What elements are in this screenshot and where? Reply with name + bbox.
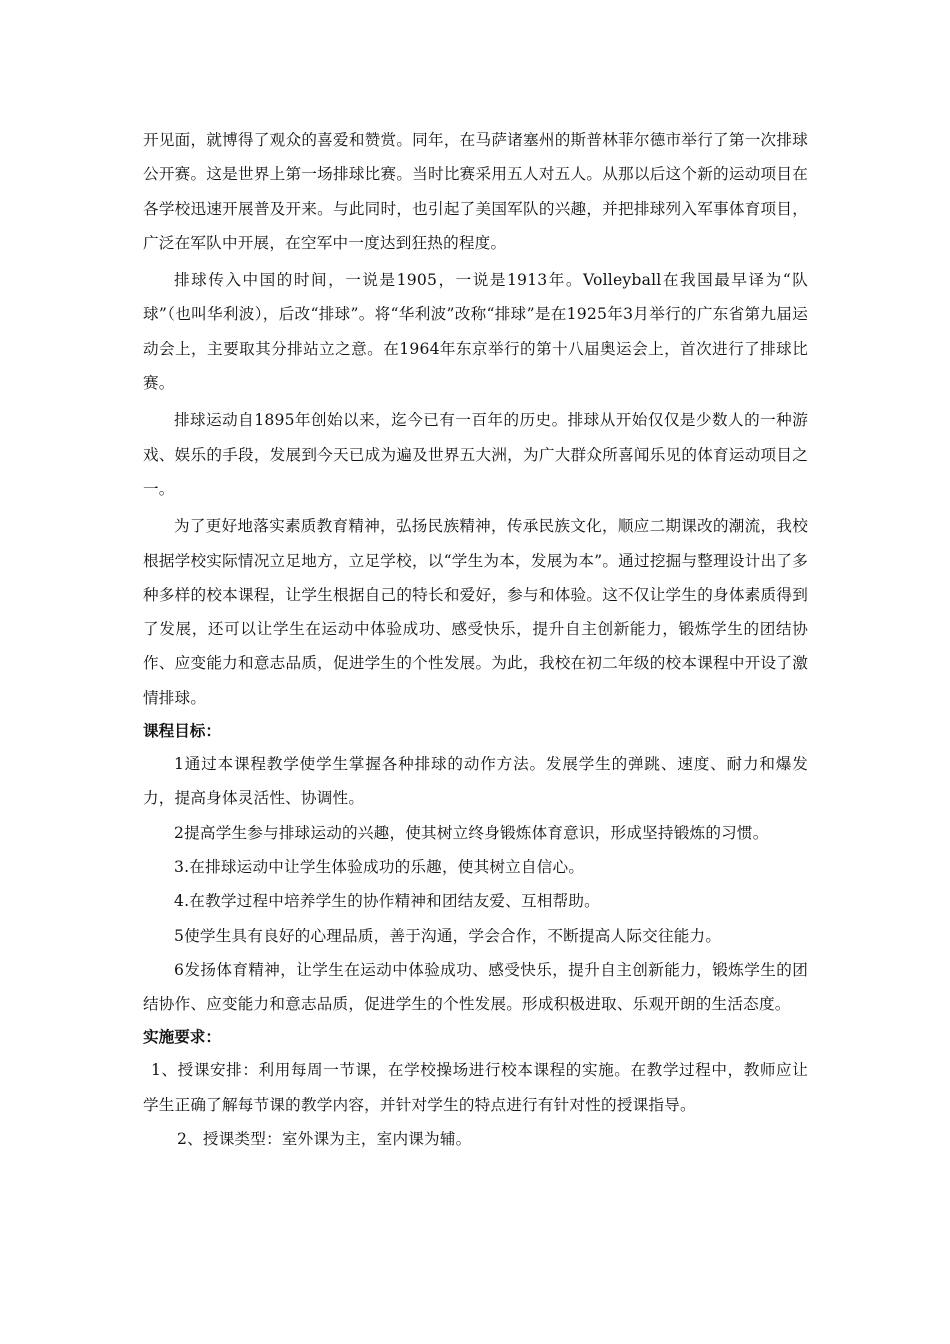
requirement-item-1: 1、授课安排：利用每周一节课，在学校操场进行校本课程的实施。在教学过程中，教师应让学生正确了解每节课的教学内容，并针对学生的特点进行有针对性的授课指导。: [143, 1061, 808, 1114]
requirement-item-2: 2、授课类型：室外课为主，室内课为辅。: [177, 1130, 472, 1149]
paragraph-volleyball-centennial: 排球运动自1895年创始以来，迄今已有一百年的历史。排球从开始仅仅是少数人的一种游戏、娱乐的手段，发展到今天已成为遍及世界五大洲，为广大群众所喜闻乐见的体育运动项目之一。: [143, 411, 808, 498]
paragraph-volleyball-history-continued: 开见面，就博得了观众的喜爱和赞赏。同年，在马萨诸塞州的斯普林菲尔德市举行了第一次排球公开赛。这是世界上第一场排球比赛。当时比赛采用五人对五人。从那以后这个新的运动项目在各学校迅速开展普及开来。与此同时，也引起了美国军队的兴趣，并把排球列入军事体育项目，广泛在军队中开展，在空军中一度达到狂热的程度。: [143, 131, 808, 252]
goal-item-3: 3.在排球运动中让学生体验成功的乐趣，使其树立自信心。: [174, 857, 585, 876]
goal-item-4: 4.在教学过程中培养学生的协作精神和团结友爱、互相帮助。: [174, 892, 600, 911]
goal-item-1: 1通过本课程教学使学生掌握各种排球的动作方法。发展学生的弹跳、速度、耐力和爆发力，提高身体灵活性、协调性。: [143, 755, 808, 808]
goal-item-6: 6发扬体育精神，让学生在运动中体验成功、感受快乐，提升自主创新能力，锻炼学生的团结协作、应变能力和意志品质，促进学生的个性发展。形成积极进取、乐观开朗的生活态度。: [143, 960, 808, 1014]
paragraph-volleyball-in-china: 排球传入中国的时间，一说是1905，一说是1913年。Volleyball在我国最早译为“队球”（也叫华利波），后改“排球”。将“华利波”改称“排球”是在1925年3月举行的广东省第九届运动会上，主要取其分排站立之意。在1964年东京举行的第十八届奥运会上，首次进行了排球比赛。: [143, 271, 808, 393]
goal-item-2: 2提高学生参与排球运动的兴趣，使其树立终身锻炼体育意识，形成坚持锻炼的习惯。: [174, 823, 769, 842]
goal-item-5: 5使学生具有良好的心理品质，善于沟通，学会合作，不断提高人际交往能力。: [174, 926, 722, 945]
section-heading-implementation-requirements: 实施要求：: [143, 1028, 221, 1047]
paragraph-school-course-rationale: 为了更好地落实素质教育精神，弘扬民族精神，传承民族文化，顺应二期课改的潮流，我校根据学校实际情况立足地方，立足学校，以“学生为本，发展为本”。通过挖掘与整理设计出了多种多样的校本课程，让学生根据自己的特长和爱好，参与和体验。这不仅让学生的身体素质得到了发展，还可以让学生在运动中体验成功、感受快乐，提升自主创新能力，锻炼学生的团结协作、应变能力和意志品质，促进学生的个性发展。为此，我校在初二年级的校本课程中开设了激情排球。: [143, 517, 808, 707]
document-body: [143, 123, 808, 1156]
section-heading-course-goals: 课程目标：: [143, 722, 221, 741]
